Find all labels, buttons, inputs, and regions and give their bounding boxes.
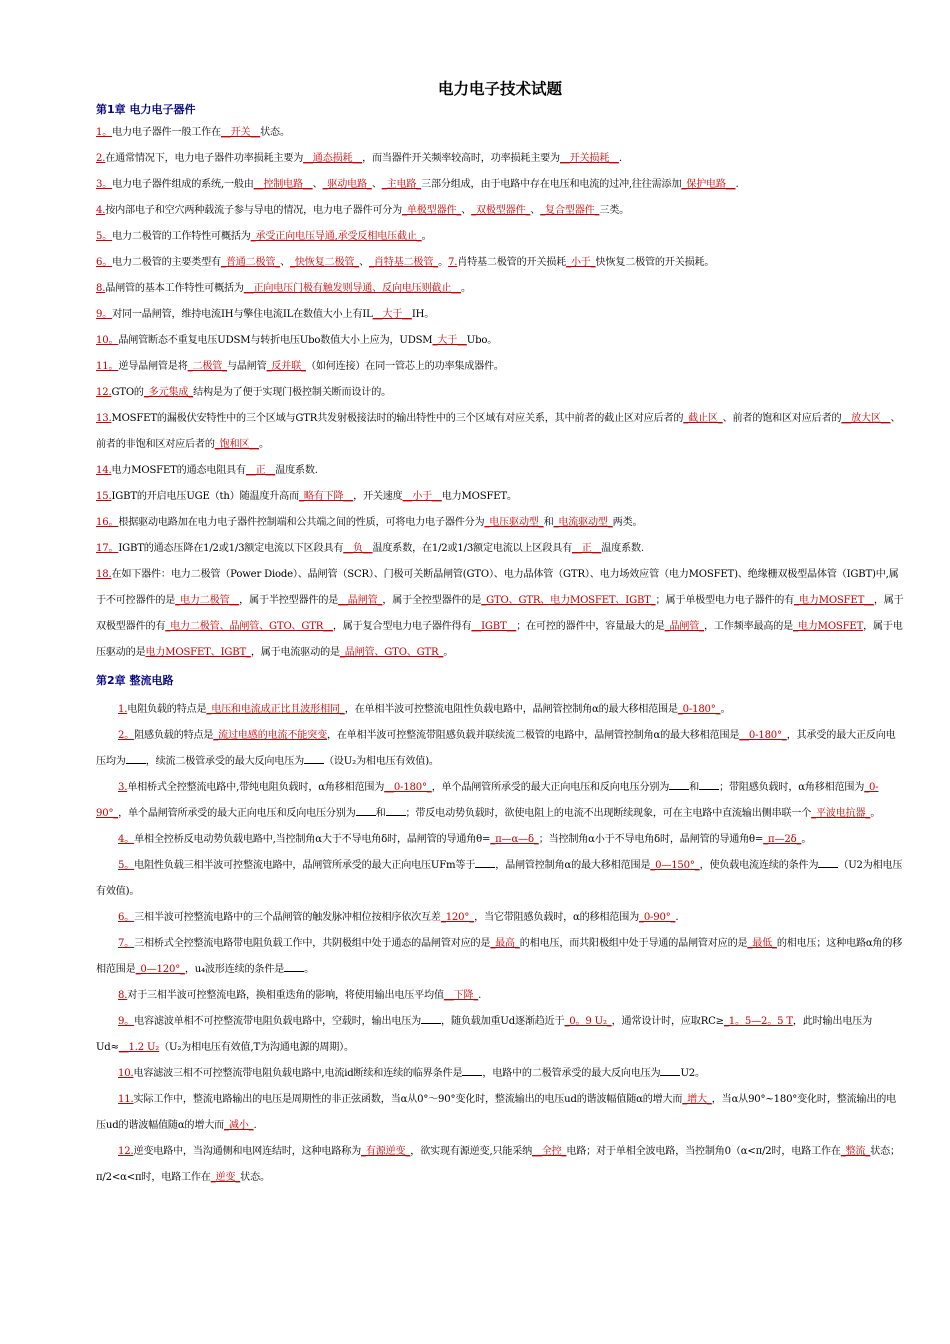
question-text: 。: [720, 704, 731, 715]
question-text: IGBT的通态压降在1/2或1/3额定电流以下区段具有: [118, 543, 344, 554]
answer-text: _0。9 U₂_: [564, 1016, 612, 1027]
answer-text: _减小_: [224, 1120, 254, 1131]
question-text: 阻感负载的特点是: [134, 730, 214, 741]
answer-text: _电压驱动型_: [484, 517, 544, 528]
question-text: 温度系数.: [275, 465, 318, 476]
question-number: 4.: [96, 205, 106, 216]
question-item: [96, 931, 904, 983]
question-text: GTO的: [111, 387, 144, 398]
question-text: 、前者的饱和区对应后者的: [722, 413, 842, 424]
answer-text: __小于__: [402, 491, 442, 502]
answer-text: __放大区__: [841, 413, 891, 424]
question-text: 和: [689, 782, 700, 793]
question-text: .: [253, 1120, 257, 1131]
answer-blank: [126, 753, 146, 764]
chapter-2-heading: 第2章 整流电路: [96, 674, 174, 687]
question-text: ，u₄波形连续的条件是: [184, 964, 285, 975]
question-item: [96, 853, 904, 905]
question-item: [96, 1009, 904, 1061]
question-text: 电阻性负载三相半波可控整流电路中，晶闸管所承受的最大正向电压UFm等于: [134, 860, 476, 871]
question-text: IGBT的开启电压UGE（th）随温度升高而: [111, 491, 299, 502]
question-text: ；在可控的器件中，容量最大的是: [516, 621, 665, 632]
answer-text: __下降_: [443, 990, 479, 1001]
answer-text: _单极型器件_: [402, 205, 462, 216]
question-text: （设U₂为相电压有效值)。: [324, 756, 439, 767]
question-text: 在如下器件：电力二极管（Power Diode）、晶闸管（SCR）、门极可关断晶闸管(GTO）、电力晶体管（GTR）、电力场效应管（电力MOSFET)、绝缘栅双极型晶体管（IGBT)中,属于不可控器件的是: [96, 569, 899, 606]
question-text: 电阻负载的特点是: [127, 704, 207, 715]
question-text: 三相半波可控整流电路中的三个晶闸管的触发脉冲相位按相序依次互差: [134, 912, 441, 923]
question-number: 8.: [96, 283, 106, 294]
question-text: 、: [530, 205, 541, 216]
answer-text: _1。5—2。5 T: [723, 1016, 793, 1027]
question-item: [96, 723, 904, 775]
question-text: 结构是为了便于实现门极控制关断而设计的。: [193, 387, 391, 398]
answer-text: __大于__: [372, 309, 412, 320]
answer-blank: [669, 779, 689, 790]
answer-blank: [284, 961, 304, 972]
answer-text: _截止区_: [683, 413, 723, 424]
question-item: [96, 146, 904, 172]
answer-text: _小于_: [566, 257, 596, 268]
question-number: 16。: [96, 517, 119, 528]
question-text: 状态。: [240, 1172, 270, 1183]
answer-text: __正向电压门极有触发则导通、反向电压则截止__: [243, 283, 462, 294]
answer-blank: [462, 1065, 482, 1076]
question-text: 和: [543, 517, 554, 528]
question-text: 电力二极管的主要类型有: [112, 257, 221, 268]
question-number: 4。: [118, 834, 135, 845]
question-text: ，属于全控型器件的是: [382, 595, 482, 606]
question-number: 10。: [96, 335, 119, 346]
question-text: ，开关速度: [353, 491, 403, 502]
question-item: [96, 120, 904, 146]
question-text: 温度系数.: [601, 543, 644, 554]
question-number: 13.: [96, 413, 112, 424]
question-number: 17。: [96, 543, 119, 554]
answer-text: _最高_: [490, 938, 520, 949]
question-item: [96, 224, 904, 250]
question-text: 、: [461, 205, 472, 216]
answer-text: _饱和区__: [214, 439, 259, 450]
question-item: [96, 406, 904, 458]
answer-text: _反并联_: [266, 361, 306, 372]
question-text: （U₂为相电压有效值,T为沟通电源的周期）。: [159, 1042, 354, 1053]
answer-text: _大于__: [432, 335, 467, 346]
question-number: 18.: [96, 569, 112, 580]
question-item: [96, 172, 904, 198]
question-number: 9。: [118, 1016, 135, 1027]
question-text: 电力MOSFET的通态电阻具有: [111, 465, 246, 476]
answer-text: _承受正向电压导通,承受反相电压截止_: [250, 231, 422, 242]
question-number: 14.: [96, 465, 112, 476]
question-text: 实际工作中，整流电路输出的电压是周期性的非正弦函数，当α从0°～90°变化时，整流输出的电压ud的谐波幅值随α的增大而: [133, 1094, 683, 1105]
answer-text: __正__: [572, 543, 602, 554]
question-text: ，通常设计时，应取RC≥: [611, 1016, 724, 1027]
question-text: 单相桥式全控整流电路中,带纯电阻负载时，α角移相范围为: [127, 782, 385, 793]
answer-blank: [660, 1065, 680, 1076]
question-text: 晶闸管的基本工作特性可概括为: [105, 283, 244, 294]
question-item: [96, 250, 904, 276]
answer-text: _电流驱动型_: [553, 517, 613, 528]
answer-text: __开关__: [220, 127, 261, 138]
question-text: 。: [438, 257, 448, 268]
answer-text: __负__: [343, 543, 373, 554]
answer-text: _GTO、GTR、电力MOSFET、IGBT_: [481, 595, 656, 606]
answer-text: __通态损耗__: [303, 153, 363, 164]
answer-text: 电力MOSFET、IGBT_: [145, 647, 251, 658]
question-item: [96, 302, 904, 328]
answer-text: _晶闸管_: [664, 621, 704, 632]
answer-text: _0-90°_: [638, 912, 676, 923]
question-text: 的相电压，而共阳极组中处于导通的晶闸管对应的是: [519, 938, 748, 949]
question-number: 6。: [118, 912, 135, 923]
answer-text: _有源逆变_: [361, 1146, 411, 1157]
question-text: 。: [461, 283, 471, 294]
question-text: 肖特基二极管的开关损耗: [457, 257, 567, 268]
question-item: [96, 1139, 904, 1191]
question-text: Ubo。: [466, 335, 498, 346]
answer-blank: [386, 805, 406, 816]
answer-blank: [818, 857, 838, 868]
question-number: 12.: [118, 1146, 134, 1157]
question-text: 对同一晶闸管，维持电流IH与擎住电流IL在数值大小上有IL: [112, 309, 373, 320]
answer-text: _复合型器件_: [540, 205, 600, 216]
question-text: ，其承受的最大正反向电压均为: [96, 730, 896, 767]
question-number: 2.: [96, 153, 106, 164]
question-text: ；当控制角α小于不导电角δ时，晶闸管的导通角θ=: [538, 834, 764, 845]
question-text: 、: [312, 179, 323, 190]
question-text: ，当α从90°~180°变化时，整流输出的电压ud的谐波幅值随α的增大而: [96, 1094, 897, 1131]
question-item: [96, 536, 904, 562]
answer-text: __1.2 U₂: [118, 1042, 160, 1053]
question-text: 电容滤波三相不可控整流带电阻负载电路中,电流id断续和连续的临界条件是: [133, 1068, 463, 1079]
answer-text: _肖特基二极管_: [369, 257, 439, 268]
answer-text: _电力MOSFET__: [794, 595, 874, 606]
question-text: 温度系数，在1/2或1/3额定电流以上区段具有: [372, 543, 572, 554]
question-text: 状态；π/2<α<π时，电路工作在: [96, 1146, 900, 1183]
answer-text: _双极型器件_: [471, 205, 531, 216]
answer-text: _120°_: [440, 912, 475, 923]
question-text: ，属于半控型器件的是: [239, 595, 339, 606]
question-text: ，工作频率最高的是: [704, 621, 794, 632]
question-text: 在通常情况下，电力电子器件功率损耗主要为: [105, 153, 304, 164]
question-text: .: [675, 912, 679, 923]
question-item: [96, 198, 904, 224]
question-text: 根据驱动电路加在电力电子器件控制端和公共端之间的性质，可将电力电子器件分为: [118, 517, 485, 528]
chapter-2-questions: [96, 697, 904, 1191]
answer-text: _快恢复二极管_: [290, 257, 360, 268]
answer-text: __全控_: [532, 1146, 567, 1157]
question-text: 。: [421, 231, 432, 242]
question-text: 。: [258, 439, 269, 450]
question-number: 6。: [96, 257, 113, 268]
answer-text: _略有下降__: [298, 491, 354, 502]
answer-text: _电力二极管、晶闸管、GTO、GTR__: [165, 621, 333, 632]
question-text: ；带阻感负载时，α角移相范围为: [719, 782, 865, 793]
answer-blank: [475, 857, 495, 868]
question-text: 三相桥式全控整流电路带电阻负载工作中，共阴极组中处于通态的晶闸管对应的是: [134, 938, 491, 949]
answer-text: _流过电感的电流不能突变: [213, 730, 327, 741]
question-text: MOSFET的漏极伏安特性中的三个区域与GTR共发射极接法时的输出特性中的三个区域有对应关系，其中前者的截止区对应后者的: [111, 413, 684, 424]
answer-text: __IGBT__: [471, 621, 517, 632]
question-text: 。: [870, 808, 881, 819]
question-text: 逆导晶闸管是将: [118, 361, 188, 372]
question-number: 10.: [118, 1068, 134, 1079]
question-item: [96, 1061, 904, 1087]
question-item: [96, 1087, 904, 1139]
question-text: ，当它带阻感负载时，α的移相范围为: [474, 912, 639, 923]
question-item: [96, 697, 904, 723]
question-text: 电力电子器件一般工作在: [112, 127, 221, 138]
answer-text: _二极管_: [187, 361, 227, 372]
answer-text: _0-90°_: [96, 782, 879, 819]
question-text: 电力电子器件组成的系统,一般由: [112, 179, 254, 190]
question-text: 、前者的非饱和区对应后者的: [96, 413, 901, 450]
question-text: 、: [371, 179, 382, 190]
answer-blank: [356, 805, 376, 816]
question-text: ，属于复合型电力电子器件得有: [332, 621, 472, 632]
question-text: ，而当器件开关频率较高时，功率损耗主要为: [362, 153, 560, 164]
question-text: ，电路中的二极管承受的最大反向电压为: [482, 1068, 661, 1079]
question-number: 2。: [118, 730, 135, 741]
question-number: 7.: [447, 257, 458, 268]
question-text: U2。: [680, 1068, 705, 1079]
answer-text: _增大_: [682, 1094, 712, 1105]
answer-text: _0—120°_: [135, 964, 185, 975]
question-text: .: [478, 990, 482, 1001]
question-text: 对于三相半波可控整流电路，换相重迭角的影响，将使用输出电压平均值: [127, 990, 444, 1001]
question-text: ，欲实现有源逆变,只能采纳: [410, 1146, 533, 1157]
answer-text: _主电路_: [381, 179, 422, 190]
question-text: ，属于双极型器件的有: [96, 595, 904, 632]
question-item: [96, 775, 904, 827]
question-text: ，使负载电流连续的条件为: [699, 860, 819, 871]
question-item: [96, 458, 904, 484]
question-number: 1.: [118, 704, 128, 715]
question-text: ，在单相半波可控整流电阻性负载电路中，晶闸管控制角α的最大移相范围是: [344, 704, 678, 715]
question-text: ；属于单极型电力电子器件的有: [655, 595, 795, 606]
question-number: 5。: [96, 231, 113, 242]
question-item: [96, 905, 904, 931]
chapter-1-questions: [96, 120, 904, 666]
question-text: 晶闸管断态不重复电压UDSM与转折电压Ubo数值大小上应为，UDSM: [118, 335, 433, 346]
answer-text: _晶闸管、GTO、GTR_: [339, 647, 444, 658]
question-text: .: [618, 153, 622, 164]
answer-blank: [421, 1013, 441, 1024]
question-item: [96, 276, 904, 302]
answer-text: _0—150°_: [650, 860, 700, 871]
chapter-1-heading: 第1章 电力电子器件: [96, 103, 196, 116]
question-text: 电路；对于单相全波电路，当控制角0（α<π/2时，电路工作在: [566, 1146, 841, 1157]
answer-text: _电压和电流成正比且波形相同_: [206, 704, 345, 715]
question-text: IH。: [411, 309, 435, 320]
answer-text: __正__: [245, 465, 276, 476]
question-text: ，属于电流驱动的是: [250, 647, 340, 658]
question-text: 的相电压；这种电路α角的移相范围是: [96, 938, 903, 975]
question-number: 12.: [96, 387, 112, 398]
answer-text: _多元集成_: [143, 387, 194, 398]
question-text: 状态。: [260, 127, 290, 138]
question-item: [96, 510, 904, 536]
question-text: 三部分组成，由于电路中存在电压和电流的过冲,往往需添加: [421, 179, 682, 190]
answer-text: _保护电路__: [681, 179, 736, 190]
answer-blank: [699, 779, 719, 790]
answer-text: _电力MOSFET: [793, 621, 864, 632]
question-text: ，随负载加重Ud逐渐趋近于: [441, 1016, 565, 1027]
question-text: 、: [359, 257, 370, 268]
question-number: 9。: [96, 309, 113, 320]
question-number: 1。: [96, 127, 113, 138]
question-text: ，属于电压驱动的是: [96, 621, 903, 658]
question-text: 和: [375, 808, 386, 819]
question-number: 3。: [96, 179, 113, 190]
question-text: ，在单相半波可控整流带阻感负载并联续流二极管的电路中，晶闸管控制角α的最大移相范围是: [326, 730, 740, 741]
question-text: 三类。: [599, 205, 630, 216]
question-text: 快恢复二极管的开关损耗。: [595, 257, 715, 268]
answer-text: _普通二极管_: [220, 257, 281, 268]
answer-text: _驱动电路_: [322, 179, 372, 190]
question-text: ，单个晶闸管所承受的最大正向电压和反向电压分别为: [431, 782, 670, 793]
question-text: ，晶闸管控制角α的最大移相范围是: [495, 860, 651, 871]
question-number: 11。: [96, 361, 119, 372]
question-text: 。: [801, 834, 812, 845]
question-text: 按内部电子和空穴两种载流子参与导电的情况，电力电子器件可分为: [105, 205, 403, 216]
answer-text: __控制电路__: [253, 179, 313, 190]
answer-text: __开关损耗__: [559, 153, 619, 164]
question-text: 单相全控桥反电动势负载电路中,当控制角α大于不导电角δ时，晶闸管的导通角θ=: [134, 834, 491, 845]
question-item: [96, 983, 904, 1009]
question-number: 15.: [96, 491, 112, 502]
answer-blank: [304, 753, 324, 764]
question-text: 电力二极管的工作特性可概括为: [112, 231, 251, 242]
question-item: [96, 328, 904, 354]
question-text: 。: [304, 964, 315, 975]
document-page: [96, 78, 904, 1191]
answer-text: _平波电抗器_: [811, 808, 871, 819]
question-item: [96, 827, 904, 853]
answer-text: __0-180°_: [384, 782, 432, 793]
question-number: 11.: [118, 1094, 134, 1105]
question-item: [96, 562, 904, 666]
question-number: 7。: [118, 938, 135, 949]
question-text: ，此时输出电压为Ud≈: [96, 1016, 873, 1053]
question-text: （如何连接）在同一管芯上的功率集成器件。: [305, 361, 504, 372]
question-number: 3.: [118, 782, 128, 793]
answer-text: _整流_: [840, 1146, 871, 1157]
question-text: ，续流二极管承受的最大反向电压为: [145, 756, 304, 767]
question-text: ；带反电动势负载时，欲使电阻上的电流不出现断续现象，可在主电路中直流输出侧串联一个: [405, 808, 812, 819]
question-text: （U2为相电压有效值)。: [96, 860, 903, 897]
question-text: ，单个晶闸管所承受的最大正向电压和反向电压分别为: [118, 808, 356, 819]
question-text: 电力MOSFET。: [441, 491, 517, 502]
question-text: 。: [443, 647, 454, 658]
question-text: 、: [280, 257, 291, 268]
answer-text: _逆变_: [210, 1172, 241, 1183]
answer-text: __晶闸管_: [338, 595, 383, 606]
question-item: [96, 354, 904, 380]
question-text: .: [735, 179, 739, 190]
answer-text: __0-180°_: [739, 730, 787, 741]
question-text: 与晶闸管: [226, 361, 267, 372]
question-item: [96, 484, 904, 510]
answer-text: _最低_: [747, 938, 777, 949]
answer-text: _电力二极管__: [175, 595, 240, 606]
question-text: 逆变电路中，当沟通侧和电网连结时，这种电路称为: [133, 1146, 362, 1157]
document-title: 电力电子技术试题: [437, 80, 562, 98]
question-item: [96, 380, 904, 406]
answer-text: _π—α—δ_: [490, 834, 539, 845]
answer-text: _0-180°_: [677, 704, 721, 715]
question-number: 8.: [118, 990, 128, 1001]
answer-text: _π—2δ_: [763, 834, 802, 845]
question-number: 5。: [118, 860, 135, 871]
question-text: 电容滤波单相不可控整流带电阻负载电路中，空载时，输出电压为: [134, 1016, 422, 1027]
question-text: 两类。: [612, 517, 643, 528]
